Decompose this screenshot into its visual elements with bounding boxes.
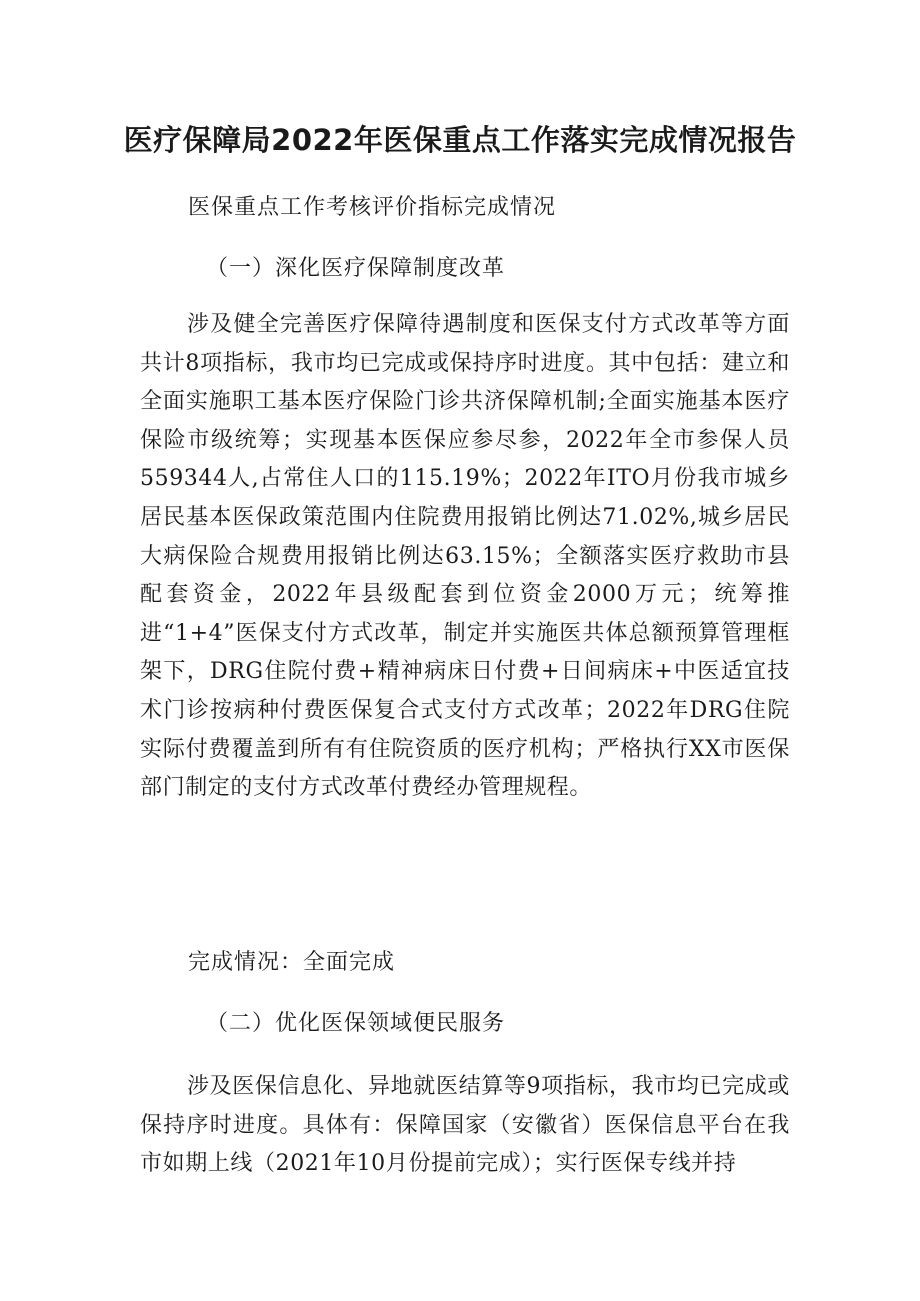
completion-status: 完成情况：全面完成 bbox=[188, 950, 396, 975]
subsection-2-body: 涉及医保信息化、异地就医结算等9项指标，我市均已完成或保持序时进度。具体有：保障国家（安徽省）医保信息平台在我市如期上线（2021年10月份提前完成）；实行医保专线并持 bbox=[140, 1074, 790, 1177]
subsection-heading-2: （二）优化医保领域便民服务 bbox=[206, 1011, 506, 1036]
document-title: 医疗保障局2022年医保重点工作落实完成情况报告 bbox=[123, 123, 797, 157]
subsection-heading-1: （一）深化医疗保障制度改革 bbox=[206, 256, 506, 281]
subsection-1-body: 涉及健全完善医疗保障待遇制度和医保支付方式改革等方面共计8项指标，我市均已完成或保持序时进度。其中包括：建立和全面实施职工基本医疗保险门诊共济保障机制;全面实施基本医疗保险市级统筹；实现基本医保应参尽参，2022年全市参保人员559344人,占常住人口的115.19%；2022年ITO月份我市城乡居民基本医保政策范围内住院费用报销比例达71.02%,城乡居民大病保险合规费用报销比例达63.15%；全额落实医疗救助市县配套资金，2022年县级配套到位资金2000万元；统筹推进“1+4”医保支付方式改革，制定并实施医共体总额预算管理框架下，DRG住院付费+精神病床日付费+日间病床+中医适宜技术门诊按病种付费医保复合式支付方式改革；2022年DRG住院实际付费覆盖到所有有住院资质的医疗机构；严格执行XX市医保部门制定的支付方式改革付费经办管理规程。 bbox=[140, 312, 790, 801]
section-heading: 医保重点工作考核评价指标完成情况 bbox=[188, 195, 557, 220]
